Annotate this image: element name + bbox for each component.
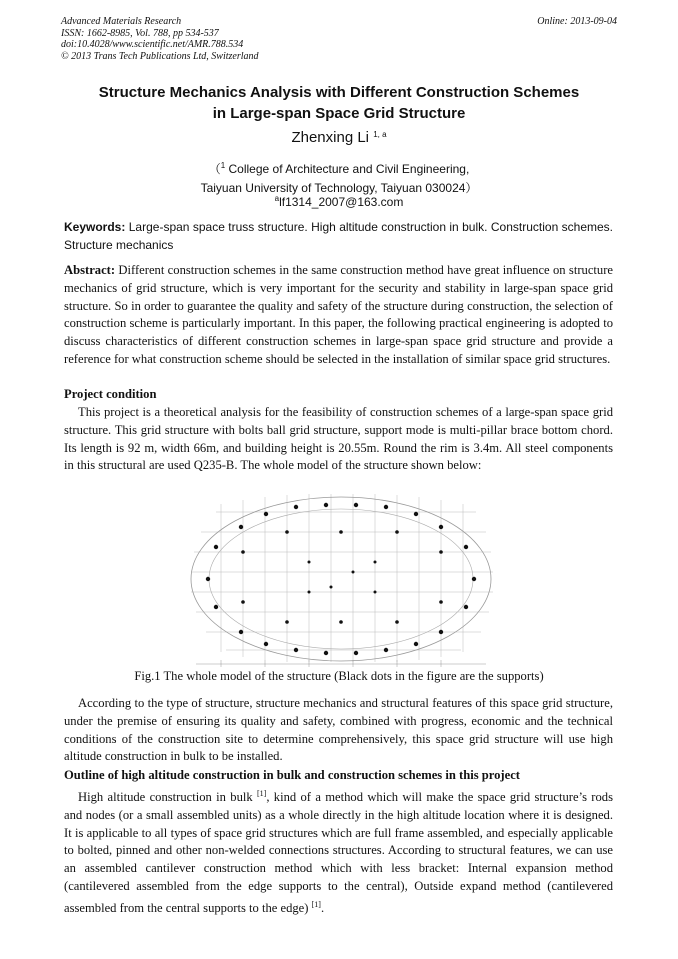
figure-caption: Fig.1 The whole model of the structure (Black dots in the figure are the supports) [134, 669, 544, 683]
title-line-1: Structure Mechanics Analysis with Different Construction Schemes [98, 84, 580, 101]
section-heading-outline: Outline of high altitude construction in bulk and construction schemes in this project [64, 768, 520, 782]
author-name: Zhenxing Li [291, 129, 370, 146]
journal-name: Advanced Materials Research [61, 16, 182, 27]
abstract-text: Different construction schemes in the same construction method have great influence on structure mechanics of grid structure, which is very important for the security and stability in large-span space grid structure. So in order to guarantee the quality and safety of the structure during construction, the selection of construction scheme is particularly important. In this paper, the following practical engineering is adopted to discuss characteristics of different construction schemes in large-span space grid structure and provide a reference for what construction scheme should be selected in the installation of similar space grid structures. [64, 263, 613, 366]
outline-text-a: High altitude construction in bulk [78, 790, 257, 804]
affiliation [0, 156, 678, 198]
citation-1[interactable]: [1] [257, 789, 267, 798]
author-email [0, 194, 678, 209]
online-date: Online: 2013-09-04 [537, 16, 617, 27]
citation-2[interactable]: [1] [311, 899, 321, 909]
section-heading-project-condition: Project condition [64, 387, 157, 401]
affiliation-open-paren: （ [208, 162, 221, 176]
journal-header [61, 16, 617, 62]
inner-rim [209, 509, 473, 649]
keywords [64, 218, 613, 254]
affiliation-line-2: Taiyuan University of Technology, Taiyuan 030024） [200, 181, 478, 195]
abstract [64, 262, 613, 369]
keywords-text: Large-span space truss structure. High altitude construction in bulk. Construction schemes. Structure mechanics [64, 220, 613, 252]
outline-text-c: . [320, 900, 325, 915]
construction-method-paragraph: According to the type of structure, structure mechanics and structural features of this space grid structure, under the premise of ensuring its quality and safety, combined with progress, economic and the technical conditions of the construction site to determine comprehensively, this space grid structure will use high altitude construction in bulk to be installed. [64, 696, 613, 764]
author [0, 129, 678, 146]
keywords-label: Keywords: [64, 220, 126, 234]
outer-rim [191, 497, 491, 661]
structure-model-figure [186, 492, 496, 667]
affiliation-line-1: College of Architecture and Civil Engineering, [225, 162, 470, 176]
title-line-2: in Large-span Space Grid Structure [212, 105, 466, 122]
outline-text-b: , kind of a method which will make the space grid structure’s rods and nodes (or a small assembled units) as a whole directly in the high altitude location where it is designed. It is applicable to all types of space grid structures which are full frame assembled, and especially applicable to bolted, pinned and other non-welded connections structures. According to structural features, we can use an assembled cantilever construction method which with less bracket: Internal expansion method (cantilevered assembled from the edge supports to the central), Outside expand method (cantilevered assembled from the central supports to the edge) [64, 790, 613, 915]
paper-title [40, 82, 638, 124]
email-superscript: a [274, 194, 280, 203]
affiliation-superscript: 1 [220, 161, 226, 170]
issn: ISSN: 1662-8985, Vol. 788, pp 534-537 [61, 27, 219, 39]
abstract-label: Abstract: [64, 263, 116, 277]
doi: doi:10.4028/www.scientific.net/AMR.788.534 [61, 39, 244, 50]
project-condition-paragraph: This project is a theoretical analysis for the feasibility of construction schemes of a large-span space grid structure. This grid structure with bolts ball grid structure, support mode is multi-pillar brace bottom chord. Its length is 92 m, width 66m, and building height is 20.55m. Round the rim is 3.4m. All steel components in this structural are used Q235-B. The whole model of the structure shown below: [64, 405, 613, 473]
author-superscript: 1, a [373, 130, 387, 139]
copyright: © 2013 Trans Tech Publications Ltd, Switzerland [61, 50, 259, 62]
outline-paragraph [64, 785, 613, 918]
support-dots [206, 503, 476, 655]
email-address: lf1314_2007@163.com [279, 195, 404, 209]
